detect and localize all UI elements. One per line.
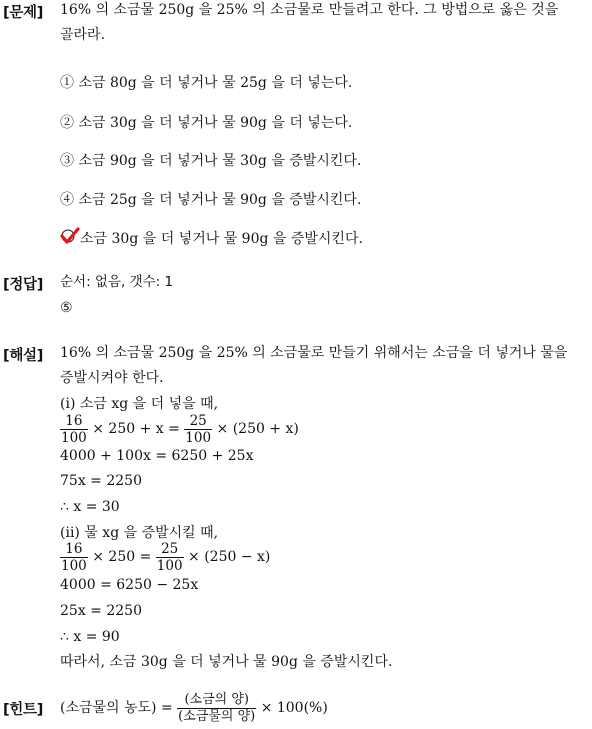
choice-2[interactable]: ② 소금 30g 을 더 넣거나 물 90g 을 더 넣는다. [60,115,353,131]
fraction: $\frac{\text{(소금의 양)}}{\text{(소금물의 양)}}$ [178,691,256,724]
case2-heading: (ⅱ) 물 xg 을 증발시킬 때, [60,525,219,541]
hint-formula: (소금물의 농도) = $\frac{\text{(소금의 양)}}{\text{(소금물의 양)}}$ × 100(%) [60,691,328,724]
choice-5[interactable] [60,230,363,248]
case2-equation-1: $\frac{16}{100}$ × 250 = $\frac{25}{100}$ × (250 − x) [61,540,271,574]
case2-equation-4: ∴ x = 90 [60,629,120,645]
case1-equation-4: ∴ x = 30 [60,499,120,515]
case1-heading: (ⅰ) 소금 xg 을 더 넣을 때, [60,396,219,412]
hint-label: [힌트] [3,702,44,718]
answer-value: ⑤ [60,300,73,316]
question-text-line2: 골라라. [60,27,106,43]
case1-equation-2: 4000 + 100x = 6250 + 25x [60,448,254,464]
question-text-line1: 16% 의 소금물 250g 을 25% 의 소금물로 만들려고 한다. 그 방법으로 옳은 것을 [60,2,559,18]
case1-equation-3: 75x = 2250 [60,473,142,489]
checkmark-icon [60,226,80,246]
fraction: $\frac{16}{100}$ [61,412,87,446]
fraction: $\frac{25}{100}$ [185,412,212,446]
solution-conclusion: 따라서, 소금 30g 을 더 넣거나 물 90g 을 증발시킨다. [60,654,393,670]
solution-label: [해설] [3,348,44,364]
choice-1[interactable]: ① 소금 80g 을 더 넣거나 물 25g 을 더 넣는다. [60,75,353,91]
choice-5-text: 소금 30g 을 더 넣거나 물 90g 을 증발시킨다. [80,231,363,247]
fraction: $\frac{25}{100}$ [156,540,183,574]
answer-label: [정답] [3,277,44,293]
fraction: $\frac{16}{100}$ [61,540,87,574]
case2-equation-2: 4000 = 6250 − 25x [60,577,199,593]
solution-intro-line1: 16% 의 소금물 250g 을 25% 의 소금물로 만들기 위해서는 소금을 더 넣거나 물을 [60,345,568,361]
choice-4[interactable]: ④ 소금 25g 을 더 넣거나 물 90g 을 증발시킨다. [60,192,362,208]
case1-equation-1: $\frac{16}{100}$ × 250 + x = $\frac{25}{100}$ × (250 + x) [61,412,299,446]
solution-intro-line2: 증발시켜야 한다. [60,370,164,386]
answer-meta: 순서: 없음, 갯수: 1 [60,274,174,290]
choice-3[interactable]: ③ 소금 90g 을 더 넣거나 물 30g 을 증발시킨다. [60,153,362,169]
case2-equation-3: 25x = 2250 [60,603,142,619]
question-label: [문제] [3,5,44,21]
